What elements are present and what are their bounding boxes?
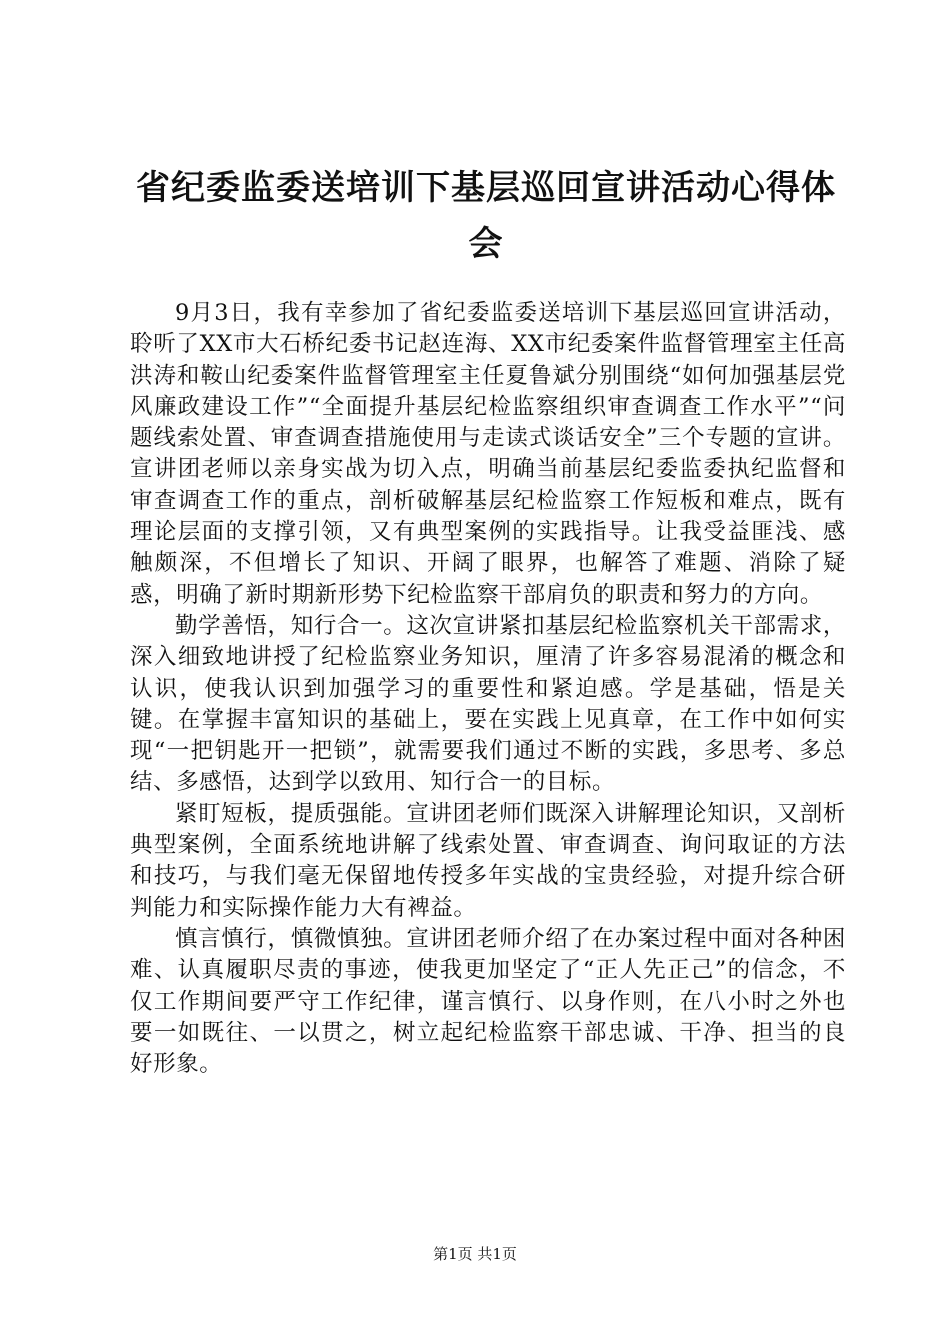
page-footer: 第1页 共1页: [433, 1245, 517, 1263]
paragraph-1: 9月3日，我有幸参加了省纪委监委送培训下基层巡回宣讲活动，聆听了XX市大石桥纪委书记赵连海、XX市纪委案件监督管理室主任高洪涛和鞍山纪委案件监督管理室主任夏鲁斌分别围绕“如何加强基层党风廉政建设工作”“全面提升基层纪检监察组织审查调查工作水平”“问题线索处置、审查调查措施使用与走读式谈话安全”三个专题的宣讲。宣讲团老师以亲身实战为切入点，明确当前基层纪委监委执纪监督和审查调查工作的重点，剖析破解基层纪检监察工作短板和难点，既有理论层面的支撑引领，又有典型案例的实践指导。让我受益匪浅、感触颇深，不但增长了知识、开阔了眼界，也解答了难题、消除了疑惑，明确了新时期新形势下纪检监察干部肩负的职责和努力的方向。: [130, 300, 846, 608]
paragraph-3: 紧盯短板，提质强能。宣讲团老师们既深入讲解理论知识，又剖析典型案例，全面系统地讲解了线索处置、审查调查、询问取证的方法和技巧，与我们毫无保留地传授多年实战的宝贵经验，对提升综合研判能力和实际操作能力大有裨益。: [130, 800, 846, 921]
document-body: [130, 298, 846, 1080]
document-title: 省纪委监委送培训下基层巡回宣讲活动心得体会: [136, 168, 836, 264]
paragraph-2: 勤学善悟，知行合一。这次宣讲紧扣基层纪检监察机关干部需求，深入细致地讲授了纪检监察业务知识，厘清了许多容易混淆的概念和认识，使我认识到加强学习的重要性和紧迫感。学是基础，悟是关键。在掌握丰富知识的基础上，要在实践上见真章，在工作中如何实现“一把钥匙开一把锁”，就需要我们通过不断的实践，多思考、多总结、多感悟，达到学以致用、知行合一的目标。: [130, 612, 846, 796]
paragraph-4: 慎言慎行，慎微慎独。宣讲团老师介绍了在办案过程中面对各种困难、认真履职尽责的事迹，使我更加坚定了“正人先正己”的信念，不仅工作期间要严守工作纪律，谨言慎行、以身作则，在八小时之外也要一如既往、一以贯之，树立起纪检监察干部忠诚、干净、担当的良好形象。: [130, 925, 846, 1078]
